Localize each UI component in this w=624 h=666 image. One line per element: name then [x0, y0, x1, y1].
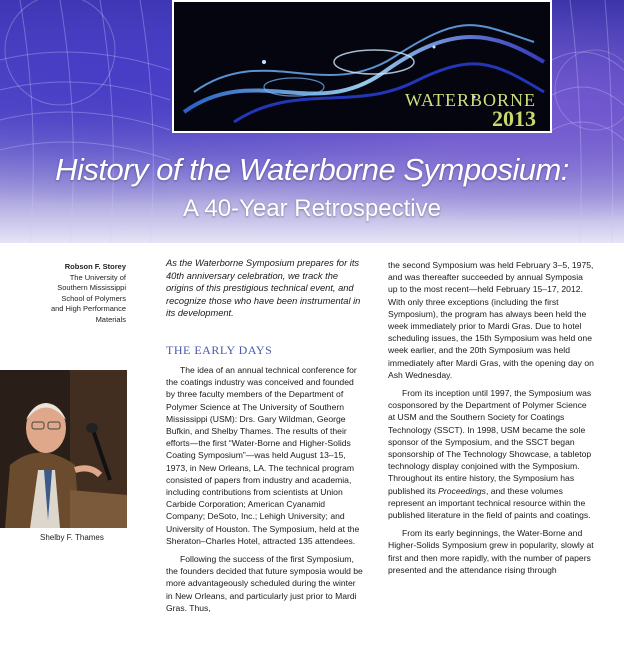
proceedings-title: Proceedings — [438, 485, 486, 496]
author-name: Robson F. Storey — [64, 262, 126, 271]
event-logo-year: 2013 — [492, 106, 536, 131]
speaker-illustration — [0, 370, 127, 528]
article-lead: As the Waterborne Symposium prepares for its 40th anniversary celebration, we track the origins of this prestigious technical event, and recognize those who have been instrumental in its development. — [166, 258, 361, 319]
body-paragraph — [388, 387, 594, 521]
section-heading: THE EARLY DAYS — [166, 343, 273, 357]
author-affiliation-line: and High Performance — [50, 304, 126, 313]
article-subtitle: A 40-Year Retrospective — [183, 195, 441, 222]
body-paragraph: the second Symposium was held February 3–5, 1975, and was thereafter succeeded by annual Symposia up to the most recent—held February 15–17, 2012. With only three exceptions (including the first Symposium), the program has always been held the week immediately prior to Mardi Gras. Due to hotel scheduling issues, the 15th Symposium was held one week earlier, and the 20th Symposium was held immediately after Mardi Gras, with the opening day on Ash Wednesday. — [388, 260, 594, 380]
body-paragraph: Following the success of the first Symposium, the founders decided that future symposia would be more advantageously scheduled during the winter in New Orleans, and particularly just prior to Mardi Gras. Thus, — [166, 554, 363, 613]
photo-caption: Shelby F. Thames — [40, 533, 104, 542]
event-logo-word: WATERBORNE — [405, 90, 536, 110]
article-title: History of the Waterborne Symposium: — [55, 152, 569, 187]
portrait-photo — [0, 370, 127, 528]
author-affiliation-line: The University of — [69, 272, 126, 282]
body-text: From its inception until 1997, the Symposium was cosponsored by the Department of Polymer Science at USM and the Southern Society for Coatings Technology (SSCT). In 1998, USM became the sole sponsor of the Symposium, and the SSCT began sponsorship of The Technology Showcase, a tabletop technology display conjoined with the Symposium. Throughout its entire history, the Symposium has published its — [388, 388, 592, 496]
author-affiliation-line: Materials — [95, 314, 126, 324]
author-affiliation-line: School of Polymers — [61, 293, 126, 303]
author-block — [30, 262, 126, 325]
body-paragraph: From its early beginnings, the Water-Borne and Higher-Solids Symposium grew in popularity, slowly at first and then more rapidly, with the number of papers presented and the attendance rising through — [388, 528, 594, 575]
article-column-2 — [166, 364, 363, 614]
article-column-3 — [388, 259, 594, 576]
body-text: , and these volumes represent an important technical resource within the published literature in the field of paints and coatings. — [388, 485, 591, 521]
header-banner — [0, 0, 624, 243]
body-paragraph: The idea of an annual technical conference for the coatings industry was conceived and founded by three faculty members of the Department of Polymer Science at The University of Southern Mississippi (USM): Drs. Gary Wildman, George Bufkin, and Shelby Thames. The results of their efforts—the first “Water-Borne and Higher-Solids Coating Symposium”—was held August 13–15, 1973, in New Orleans, LA. The technical program consisted of papers from industry and academia, including contributions from scientists at Union Carbide Corporation; American Cyanamid Company; DeSoto, Inc.; Lehigh University; and University of Houston. The Symposium, held at the Sheraton–Charles Hotel, attracted 135 attendees. — [166, 365, 360, 546]
author-affiliation-line: Southern Mississippi — [57, 283, 126, 292]
event-logo-image — [172, 0, 552, 133]
